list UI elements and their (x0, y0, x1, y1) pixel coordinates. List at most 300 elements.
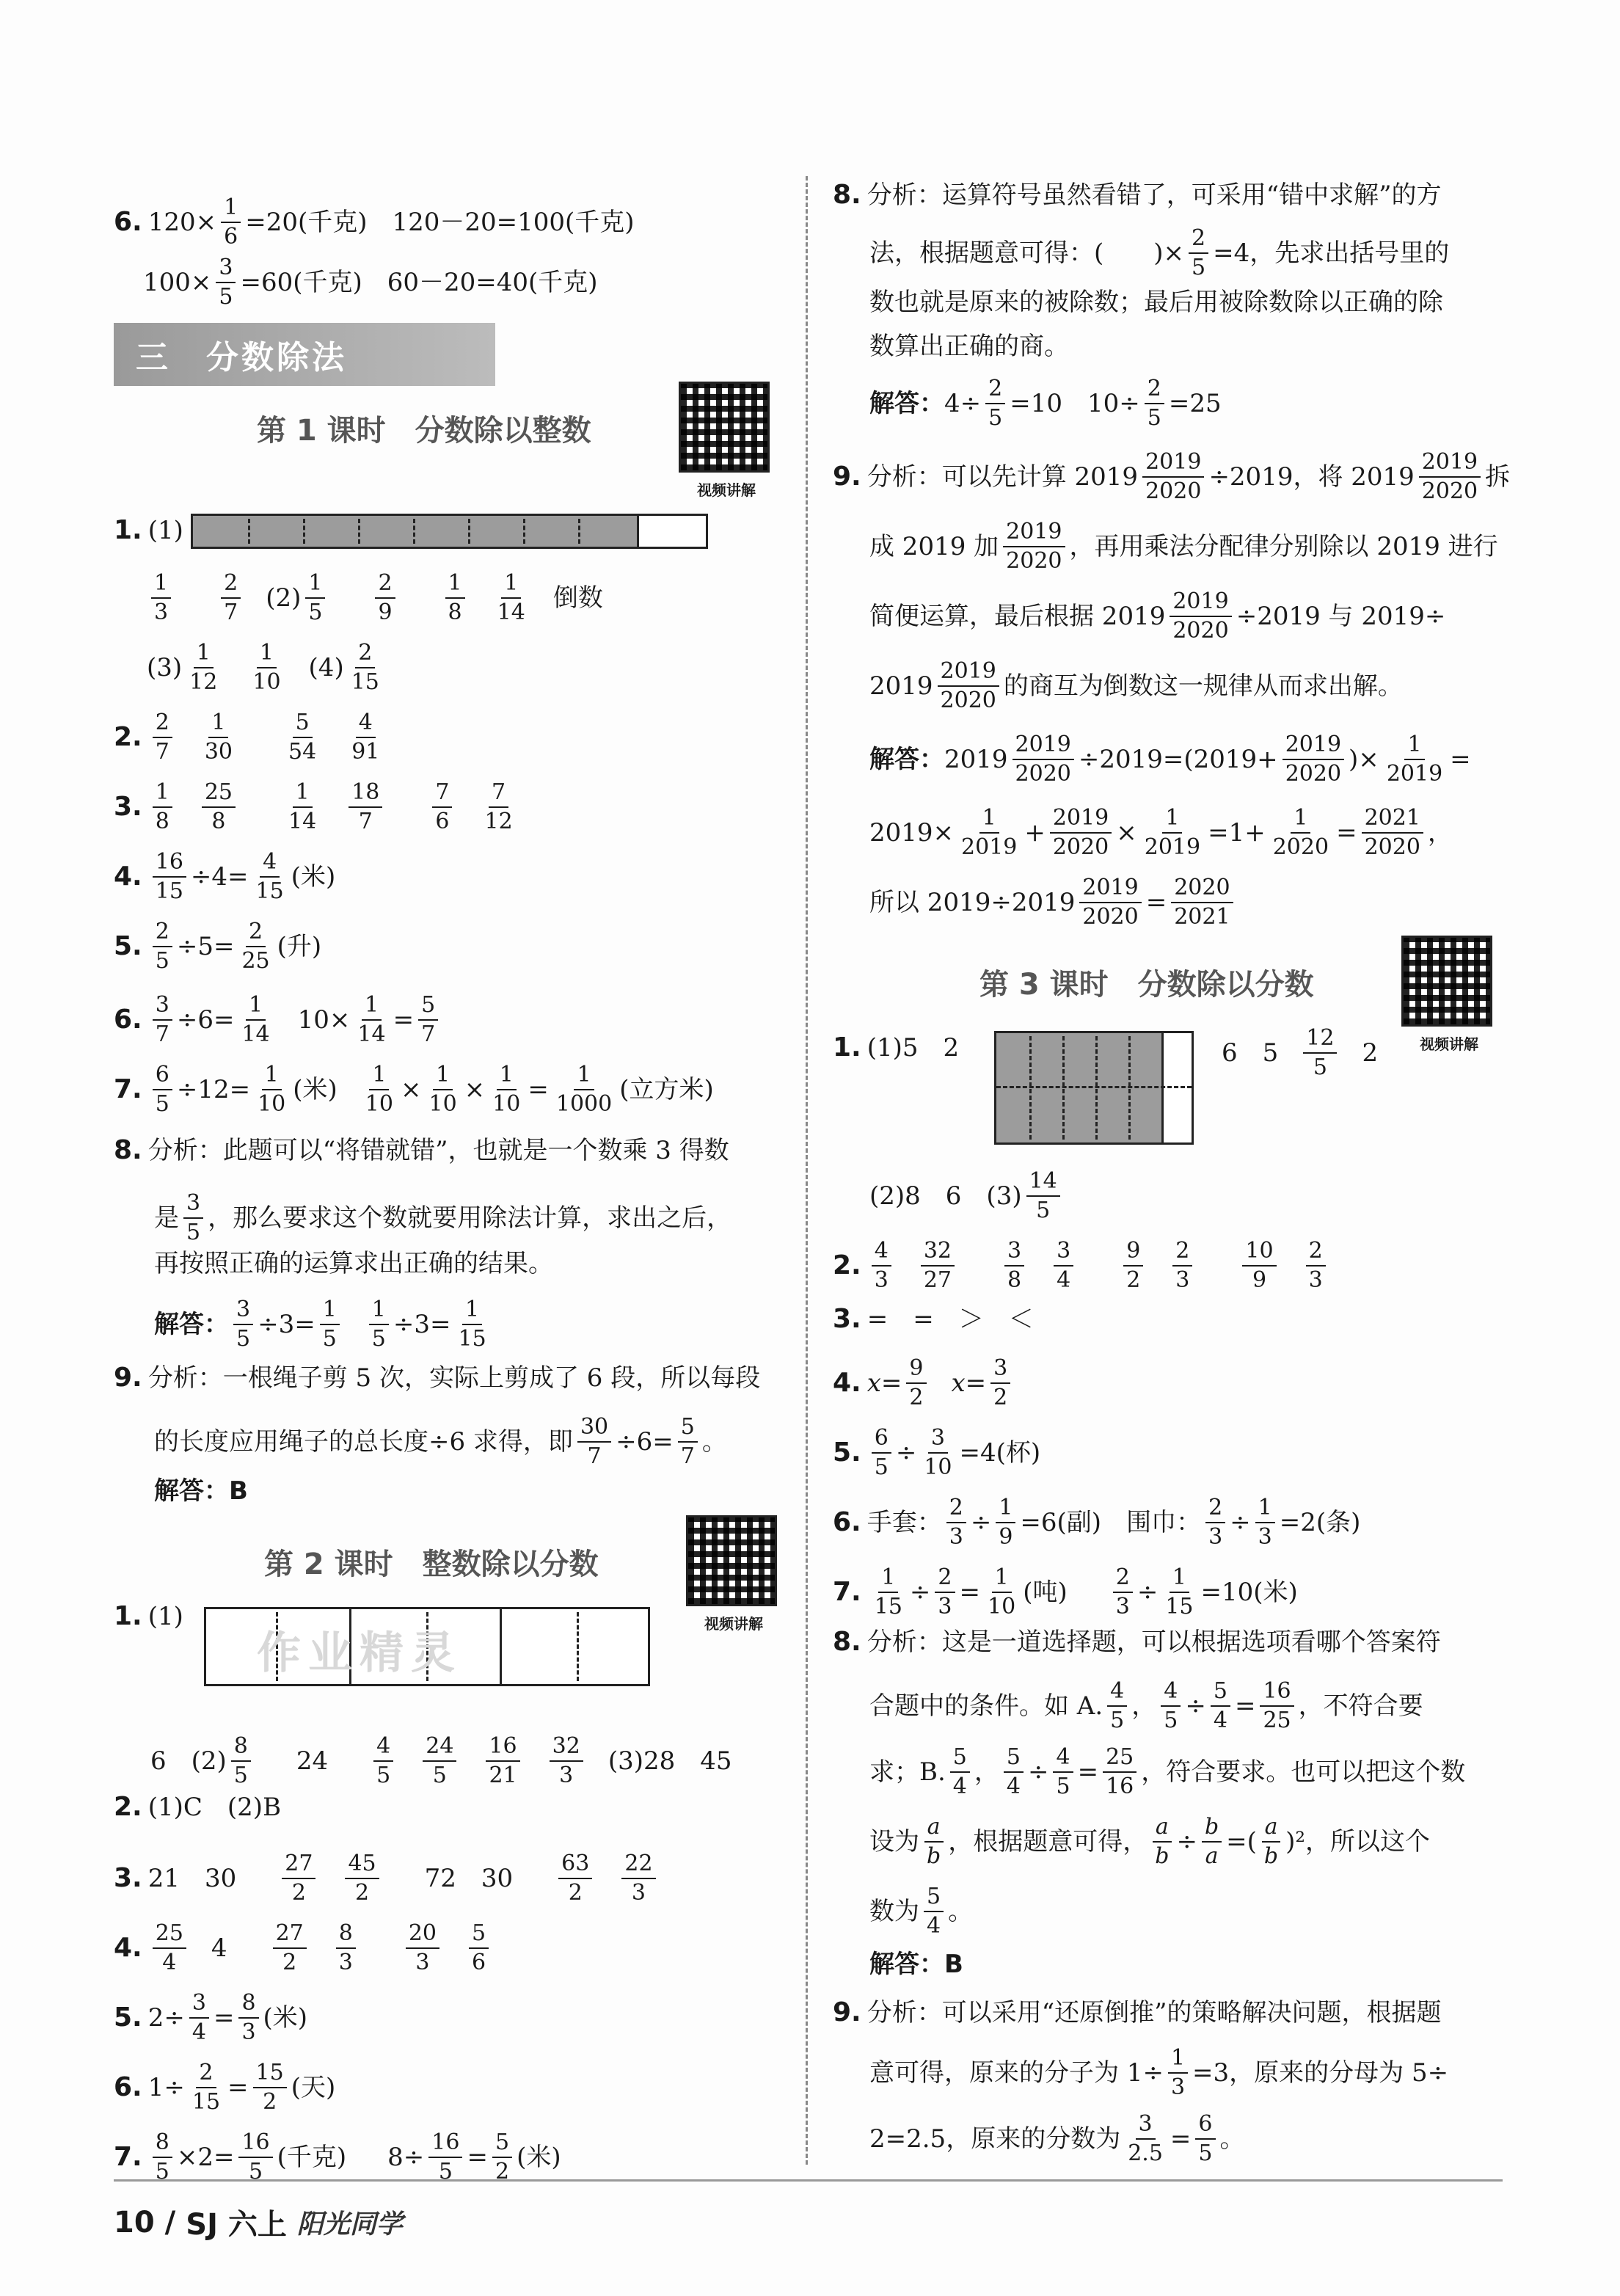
fraction-denominator: 2019 (1386, 761, 1443, 787)
fraction (996, 1497, 1015, 1548)
question-number: 8. (833, 1627, 861, 1657)
fraction (189, 1992, 209, 2044)
fraction-numerator: 8 (336, 1923, 356, 1949)
fraction-numerator: 1 (462, 1299, 482, 1325)
fraction-denominator: 10 (252, 669, 281, 695)
question-number: 6. (114, 2072, 142, 2102)
fraction (305, 572, 325, 624)
fraction (985, 1564, 1018, 1619)
question-number: 1. (833, 1032, 861, 1063)
l1-q5: 5. $\frac{2}{5}$ ÷5= $\frac{2}{25}$ (升) (114, 919, 322, 974)
question-number: 1. (114, 1601, 142, 1631)
l1-q9-line1: 9. 分析：一根绳子剪 5 次，实际上剪成了 6 段，所以每段 (114, 1363, 761, 1393)
fraction-numerator: 5 (678, 1416, 698, 1443)
question-number: 4. (114, 861, 142, 892)
fraction-denominator: 10 (492, 1091, 521, 1117)
fraction-numerator: 1 (979, 807, 999, 834)
fraction-numerator: 2 (1172, 1240, 1192, 1267)
fraction-numerator: 5 (950, 1746, 970, 1773)
fraction-numerator: 16 (428, 2132, 462, 2158)
fraction (231, 1735, 251, 1787)
fraction (1142, 807, 1203, 859)
fraction (456, 1299, 489, 1350)
fraction (1195, 2113, 1215, 2165)
l2-q3: 3. 21 30 $\frac{27}{2}$ $\frac{45}{2}$ 72 30 $\frac{63}{2}$ $\frac{22}{3}$ (114, 1853, 660, 1904)
r3-q8-line4: 设为 $\frac{a}{b}$ ，根据题意可得， $\frac{a}{b}$ ÷ $\frac{b}{a}$ =( $\frac{a}{b}$ )²，所以这个 (869, 1814, 1431, 1869)
fraction (1189, 227, 1208, 279)
fraction-denominator: b (1155, 1843, 1170, 1869)
question-number: 3. (114, 1863, 142, 1893)
l2-q6: 6. 1÷ $\frac{2}{15}$ = $\frac{15}{2}$ (天) (114, 2060, 336, 2115)
fraction-denominator: 10 (258, 1091, 286, 1117)
fraction-numerator: 2 (1205, 1497, 1225, 1523)
question-number: 5. (114, 931, 142, 961)
fraction (253, 851, 287, 903)
fraction-numerator: 30 (577, 1416, 611, 1443)
fraction-numerator: 2 (153, 921, 172, 947)
fraction-numerator: 7 (489, 781, 508, 808)
fraction-numerator: 1 (992, 1567, 1012, 1593)
fraction (958, 807, 1020, 859)
book-code: SJ 六上 (186, 2208, 287, 2242)
r3-q7: 7. $\frac{1}{15}$ ÷ $\frac{2}{3}$ = $\frac{1}{10}$ (吨) $\frac{2}{3}$ ÷ $\frac{1}{15}$ =10(米) (833, 1564, 1298, 1619)
fraction-denominator: 16 (1106, 1774, 1134, 1799)
footer (114, 2201, 403, 2243)
l1-q1-row3: (3) $\frac{1}{12}$ $\frac{1}{10}$ (4) $\frac{2}{15}$ (147, 642, 387, 693)
fraction (872, 1564, 905, 1619)
fraction (558, 1853, 592, 1904)
fraction-denominator: 3 (949, 1524, 963, 1550)
lesson1-title: 第 1 课时 分数除以整数 (257, 414, 591, 448)
fraction-denominator: 15 (191, 2089, 221, 2115)
fraction-denominator: 10 (365, 1091, 393, 1117)
fraction-numerator: 2 (985, 378, 1005, 404)
fraction-numerator: 2019 (1419, 451, 1481, 478)
fraction-denominator: 5 (1056, 1774, 1070, 1799)
fraction-denominator: 5 (1192, 255, 1206, 280)
fraction (426, 1064, 459, 1115)
fraction (924, 1816, 944, 1867)
fraction-numerator: 1 (320, 1299, 340, 1325)
fraction-numerator: 2 (375, 572, 395, 599)
fraction (432, 781, 452, 833)
l1-q8-line1: 8. 分析：此题可以“将错就错”，也就是一个数乘 3 得数 (114, 1135, 729, 1165)
fraction (921, 1427, 955, 1479)
fraction-denominator: 15 (351, 669, 379, 695)
fraction (153, 851, 186, 903)
watermark: 作业精灵 (257, 1628, 462, 1679)
fraction-numerator: 27 (273, 1923, 307, 1949)
fraction (1202, 1816, 1222, 1867)
fraction (1107, 1680, 1127, 1732)
fraction (1145, 378, 1164, 429)
fraction-denominator: 9 (1252, 1267, 1267, 1293)
l2-q7: 7. $\frac{8}{5}$ ×2 = $\frac{16}{5}$ (千克) 8÷ $\frac{16}{5}$ = $\frac{5}{2}$ (米) (114, 2129, 561, 2184)
fraction-numerator: 3 (990, 1357, 1010, 1384)
fraction-denominator: 14 (357, 1021, 386, 1047)
r3-q8-line1: 8. 分析：这是一道选择题，可以根据选项看哪个答案符 (833, 1627, 1441, 1657)
qr-code-lesson1[interactable]: 视频讲解 (679, 382, 774, 500)
fraction (273, 1920, 307, 1975)
fraction-numerator: 15 (253, 2062, 287, 2088)
fraction-numerator: a (924, 1816, 944, 1843)
fraction (1161, 1680, 1181, 1732)
l2-q2: 2. (1)C (2)B (114, 1792, 282, 1822)
fraction-denominator: 2020 (1172, 618, 1229, 644)
question-number: 8. (833, 180, 861, 210)
fraction-denominator: 2020 (1285, 761, 1342, 787)
fraction-denominator: 5 (988, 405, 1003, 431)
fraction (151, 572, 171, 624)
fraction-denominator: 3 (631, 1880, 646, 1906)
fraction-numerator: 1 (369, 1064, 389, 1090)
fraction (1004, 1240, 1024, 1291)
fraction-denominator: 5 (186, 1220, 201, 1245)
fraction (1172, 1240, 1192, 1291)
fraction (481, 781, 515, 833)
fraction-numerator: 14 (1026, 1170, 1060, 1197)
fraction-numerator: 3 (216, 257, 236, 283)
fraction (1261, 1816, 1281, 1867)
fraction (202, 712, 236, 763)
fraction-denominator: 5 (155, 1091, 169, 1117)
fraction-denominator: 25 (1263, 1708, 1291, 1733)
question-number: 2. (114, 1792, 142, 1822)
question-number: 6. (114, 207, 142, 237)
fraction-denominator: 5 (155, 948, 169, 974)
fraction (153, 994, 172, 1046)
fraction-denominator: 2 (993, 1385, 1008, 1410)
page-number: 10 (114, 2205, 155, 2239)
fraction-denominator: 3 (559, 1763, 574, 1788)
fraction (1306, 1240, 1326, 1291)
fraction (1079, 877, 1141, 928)
fraction-numerator: 63 (558, 1853, 592, 1879)
fraction-denominator: 3 (1308, 1267, 1323, 1293)
column-divider (806, 176, 808, 2165)
l1-q2 (114, 712, 387, 763)
question-number: 5. (833, 1437, 861, 1468)
fraction-numerator: 3 (928, 1427, 948, 1454)
fraction-numerator: 25 (1103, 1746, 1136, 1773)
l1-q3 (114, 781, 520, 833)
fraction-denominator: 8 (1007, 1267, 1022, 1293)
fraction-denominator: 3 (241, 2019, 256, 2045)
fraction-numerator: 2 (196, 2062, 216, 2088)
fraction (489, 1064, 523, 1115)
fraction (1003, 521, 1065, 572)
fraction (375, 572, 395, 624)
fraction-numerator: 3 (1054, 1240, 1073, 1267)
brand-logo: 阳光同学 (296, 2209, 403, 2239)
fraction-denominator: 4 (927, 1913, 941, 1939)
fraction-numerator: 1 (1168, 2047, 1188, 2074)
fraction-numerator: 2 (221, 572, 241, 599)
fraction (1282, 734, 1344, 785)
fraction (990, 1357, 1010, 1409)
fraction-denominator: 14 (241, 1021, 270, 1047)
fraction-denominator: 8 (448, 599, 462, 625)
q6-line2: 100× $\frac{3}{5}$ =60(千克) 60－20=40(千克) (143, 255, 598, 310)
r3-q8-line3: 求；B. $\frac{5}{4}$ ， $\frac{5}{4}$ ÷ $\frac{4}{5}$ = $\frac{25}{16}$ ，符合要求。也可以把这个数 (869, 1744, 1466, 1799)
fraction (1123, 1240, 1143, 1291)
fraction-numerator: 10 (1242, 1240, 1276, 1267)
question-number: 4. (114, 1933, 142, 1963)
fraction-numerator: 4 (373, 1735, 393, 1762)
fraction-denominator: 2 (282, 1950, 297, 1975)
fraction-denominator: 30 (204, 739, 233, 765)
fraction-numerator: 1 (262, 1064, 282, 1090)
fraction (285, 781, 319, 833)
fraction-denominator: 5 (1164, 1708, 1178, 1733)
r-q9-line1: 9. 分析：可以先计算 2019 $\frac{2019}{2020}$ ÷2019，将 2019 $\frac{2019}{2020}$ 拆 (833, 449, 1511, 504)
qr-code-lesson2[interactable]: 视频讲解 (686, 1515, 781, 1633)
fraction-denominator: 2020 (1421, 478, 1478, 504)
fraction-denominator: 5 (438, 2159, 453, 2184)
fraction-numerator: 4 (260, 851, 280, 878)
fraction-denominator: 3 (874, 1267, 889, 1293)
fraction-numerator: 1 (1404, 734, 1424, 760)
r-q8-line4: 数算出正确的商。 (869, 332, 1069, 361)
fraction-denominator: 2020 (940, 688, 996, 713)
fraction (153, 712, 172, 763)
l1-q8-line2: 是 $\frac{3}{5}$ ，那么要求这个数就要用除法计算，求出之后， (154, 1190, 732, 1245)
fraction-denominator: 4 (952, 1774, 967, 1799)
l1-q1-row2: $\frac{1}{3}$ $\frac{2}{7}$ (2) $\frac{1}{5}$ $\frac{2}{9}$ $\frac{1}{8}$ $\frac{1}{14}$ 倒数 (147, 572, 603, 624)
fraction (1242, 1240, 1276, 1291)
fraction-denominator: 2019 (961, 834, 1018, 860)
fraction-numerator: 3 (233, 1299, 253, 1325)
r3-q1-row1-right: 6 5 $\frac{12}{5}$ 2 (1222, 1025, 1379, 1080)
fraction (938, 660, 999, 712)
fraction (906, 1357, 926, 1409)
fraction-numerator: 8 (238, 1992, 258, 2019)
fraction (495, 572, 528, 624)
fraction (373, 1735, 393, 1787)
fraction (872, 1240, 891, 1291)
r-q9-answer2: 2019× $\frac{1}{2019}$ + $\frac{2019}{2020}$ × $\frac{1}{2019}$ =1+ $\frac{1}{2020}$ = $\frac{2021}{2020}$ ， (869, 805, 1453, 860)
fraction-numerator: 5 (469, 1923, 489, 1949)
fraction-denominator: 15 (1165, 1594, 1194, 1619)
fraction-denominator: 10 (988, 1594, 1016, 1619)
fraction-numerator: 3 (1004, 1240, 1024, 1267)
fraction-denominator: 5 (1313, 1054, 1327, 1080)
fraction-denominator: 5 (376, 1763, 391, 1788)
fraction-numerator: 2 (355, 642, 375, 668)
fraction-numerator: 22 (621, 1853, 655, 1879)
fraction-denominator: 15 (255, 878, 284, 904)
fraction-numerator: 1 (878, 1567, 898, 1593)
fraction-numerator: 2 (935, 1567, 955, 1593)
fraction (1050, 807, 1112, 859)
qr-code-lesson3[interactable]: 视频讲解 (1401, 936, 1497, 1054)
r3-q8-answer: 解答：B (869, 1950, 963, 1979)
fraction-denominator: 2 (263, 2089, 277, 2115)
fraction-denominator: 2020 (1145, 478, 1202, 504)
fraction-denominator: 10 (924, 1454, 952, 1480)
r3-q3: 3. = = ＞ ＜ (833, 1304, 1034, 1334)
fraction-denominator: 14 (497, 599, 525, 625)
fraction-numerator: 16 (1260, 1680, 1294, 1707)
r-q9-answer1: 解答： 2019 $\frac{2019}{2020}$ ÷2019=(2019+ $\frac{2019}{2020}$ )× $\frac{1}{2019}$ = (869, 732, 1471, 787)
fraction-numerator: 1 (208, 712, 228, 738)
r3-q5: 5. $\frac{6}{5}$ ÷ $\frac{3}{10}$ =4(杯) (833, 1425, 1041, 1480)
fraction-numerator: 2 (1306, 1240, 1326, 1267)
fraction (418, 994, 438, 1046)
fraction-numerator: 32 (921, 1240, 955, 1267)
question-number: 6. (833, 1507, 861, 1537)
fraction-denominator: 5 (249, 2159, 263, 2184)
fraction (238, 994, 272, 1046)
l2-q4: 4. $\frac{25}{4}$ 4 $\frac{27}{2}$ $\frac{8}{3}$ $\frac{20}{3}$ $\frac{5}{6}$ (114, 1923, 493, 1974)
fraction-denominator: 7 (155, 739, 169, 765)
fraction-denominator: b (927, 1843, 941, 1869)
l1-q7: 7. $\frac{6}{5}$ ÷12= $\frac{1}{10}$ (米) $\frac{1}{10}$ × $\frac{1}{10}$ × $\frac{1}{10}$ = $\frac{1}{1000}$ (立方米) (114, 1062, 714, 1117)
fraction-numerator: 1 (369, 1299, 389, 1325)
fraction-numerator: 1 (246, 994, 266, 1021)
fraction-numerator: 2019 (1142, 451, 1204, 478)
fraction (492, 2129, 512, 2184)
fraction (1162, 1564, 1196, 1619)
fraction-numerator: 5 (1004, 1746, 1024, 1773)
fraction (238, 921, 272, 972)
fraction-numerator: 2019 (1170, 591, 1231, 617)
fraction (362, 1064, 396, 1115)
fraction-denominator: 4 (162, 1950, 177, 1975)
fraction-denominator: 7 (680, 1443, 695, 1469)
fraction-denominator: 7 (155, 1021, 169, 1047)
fraction-numerator: 8 (231, 1735, 251, 1762)
fraction-denominator: 27 (923, 1267, 952, 1293)
fraction-numerator: 1 (574, 1064, 594, 1090)
fraction (249, 642, 283, 693)
fraction (253, 2062, 287, 2113)
fraction-numerator: 5 (418, 994, 438, 1021)
l2-q5: 5. 2÷ $\frac{3}{4}$ = $\frac{8}{3}$ (米) (114, 1990, 308, 2045)
fraction (406, 1920, 439, 1975)
fraction (445, 572, 465, 624)
fraction (153, 1064, 172, 1115)
fraction-numerator: 1 (305, 572, 325, 599)
fraction-denominator: 1000 (555, 1091, 613, 1117)
fraction-numerator: 1 (1170, 1567, 1189, 1593)
fraction-numerator: 1 (362, 994, 382, 1021)
fraction-denominator: 15 (458, 1326, 486, 1352)
fraction (189, 2062, 223, 2113)
fraction-numerator: 2020 (1171, 877, 1233, 903)
fraction-numerator: 3 (183, 1192, 203, 1219)
r3-q2 (833, 1240, 1330, 1291)
fraction-numerator: 25 (202, 781, 236, 808)
fraction-denominator: 2020 (1272, 834, 1329, 860)
fraction-numerator: 1 (221, 197, 241, 223)
fraction-numerator: 1 (1291, 807, 1310, 834)
fraction-numerator: 18 (349, 781, 382, 808)
fraction (1113, 1564, 1133, 1619)
fraction-denominator: 7 (358, 809, 373, 834)
fraction-denominator: 5 (322, 1326, 337, 1352)
fraction-numerator: 9 (1123, 1240, 1143, 1267)
r-q9-answer3: 所以 2019÷2019 $\frac{2019}{2020}$ = $\frac{2020}{2021}$ (869, 877, 1238, 928)
fraction-denominator: 2 (495, 2159, 510, 2184)
fraction-denominator: 2019 (1144, 834, 1201, 860)
fraction-denominator: 4 (1057, 1267, 1071, 1293)
l1-q6: 6. $\frac{3}{7}$ ÷6= $\frac{1}{14}$ 10× $\frac{1}{14}$ = $\frac{5}{7}$ (114, 994, 442, 1046)
fraction-numerator: 1 (151, 572, 171, 599)
fraction-numerator: 5 (293, 712, 313, 738)
section-header: 三 分数除法 (114, 323, 495, 386)
fraction-numerator: 4 (1053, 1746, 1073, 1773)
fraction (320, 1299, 340, 1350)
fraction-denominator: 3 (415, 1950, 430, 1975)
fraction (202, 781, 236, 833)
fraction-denominator: 9 (378, 599, 393, 625)
fraction-denominator: 3 (1175, 1267, 1190, 1293)
fraction (1012, 734, 1074, 785)
fraction-numerator: 2019 (1079, 877, 1141, 903)
question-number: 2. (833, 1250, 861, 1280)
fraction-numerator: 20 (406, 1923, 439, 1949)
l1-q8-line3: 再按照正确的运算求出正确的结果。 (154, 1249, 553, 1278)
fraction-denominator: 5 (371, 1326, 386, 1352)
fraction (238, 1992, 258, 2044)
fraction-denominator: 3 (1208, 1524, 1223, 1550)
fraction-numerator: b (1202, 1816, 1222, 1843)
fraction (1384, 734, 1445, 785)
fraction (924, 1886, 944, 1937)
fraction (336, 1920, 356, 1975)
fraction-denominator: 6 (472, 1950, 486, 1975)
fraction-numerator: 1 (153, 781, 172, 808)
fraction-denominator: b (1263, 1843, 1279, 1869)
fraction-denominator: 2 (909, 1385, 924, 1410)
fraction-denominator: 2 (1126, 1267, 1141, 1293)
fraction-denominator: 5 (219, 284, 233, 310)
fraction (153, 921, 172, 972)
fraction-denominator: 21 (489, 1763, 517, 1788)
fraction (255, 1064, 288, 1115)
fraction (428, 2129, 462, 2184)
fraction (577, 1416, 611, 1468)
fraction-denominator: 8 (211, 809, 226, 834)
fraction (285, 712, 319, 763)
fraction-numerator: 2019 (1282, 734, 1344, 760)
fraction-denominator: 54 (288, 739, 317, 765)
fraction (282, 1853, 315, 1904)
footer-rule (114, 2179, 1503, 2182)
fraction (216, 257, 236, 308)
fraction-numerator: 1 (1255, 1497, 1275, 1523)
question-number: 9. (833, 1997, 861, 2027)
fraction (1054, 1240, 1073, 1291)
r3-q1-label: 1. (1)5 2 (833, 1032, 960, 1063)
fraction (183, 1192, 203, 1244)
fraction-denominator: 5 (1110, 1708, 1125, 1733)
fraction-denominator: 5 (1036, 1198, 1051, 1223)
fraction (550, 1735, 583, 1787)
fraction (1053, 1746, 1073, 1798)
fraction-numerator: 2019 (1012, 734, 1074, 760)
fraction-numerator: 6 (153, 1064, 172, 1090)
fraction-numerator: 2 (246, 921, 266, 947)
fraction-numerator: 27 (282, 1853, 315, 1879)
r3-q9-line1: 9. 分析：可以采用“还原倒推”的策略解决问题，根据题 (833, 1997, 1442, 2027)
question-number: 7. (114, 2142, 142, 2172)
r3-q1-row2: (2)8 6 (3) $\frac{14}{5}$ (869, 1170, 1065, 1222)
fraction (469, 1920, 489, 1975)
r3-q8-line2: 合题中的条件。如 A. $\frac{4}{5}$ ， $\frac{4}{5}$ ÷ $\frac{5}{4}$ = $\frac{16}{25}$ ，不符合要 (869, 1678, 1423, 1733)
fraction-numerator: 24 (423, 1735, 456, 1762)
